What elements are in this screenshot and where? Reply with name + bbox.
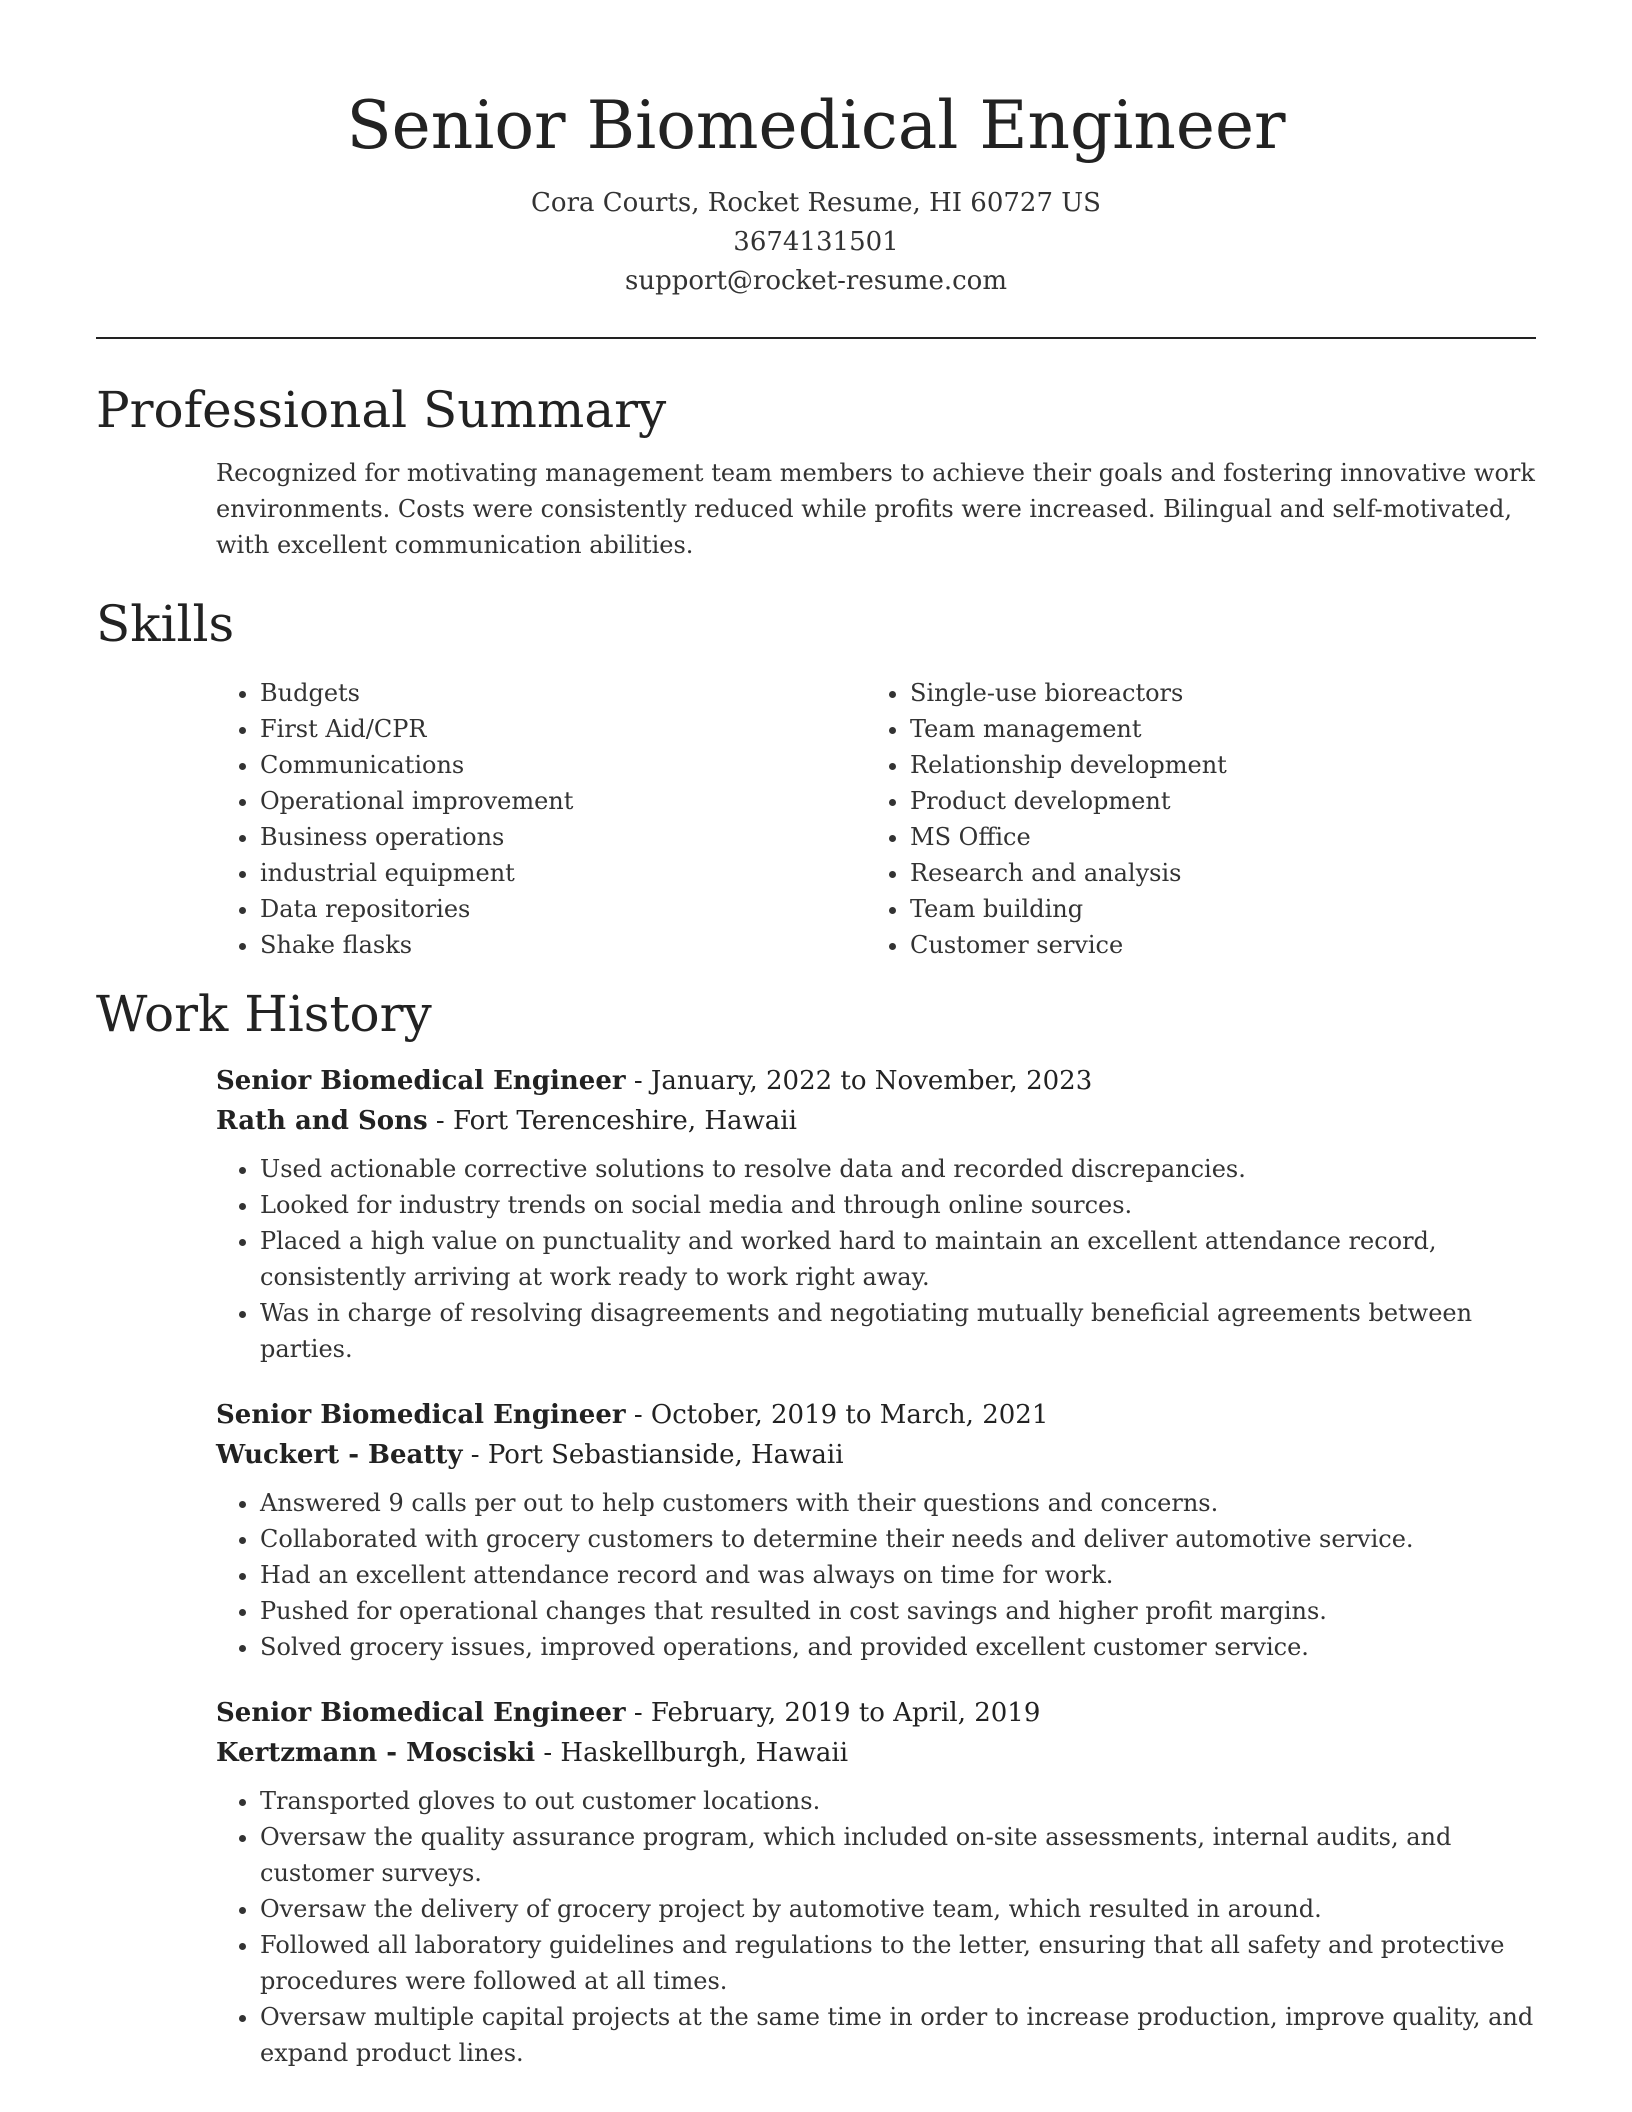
job-entry [216, 1061, 1536, 1367]
job-entry [216, 1395, 1536, 1665]
job-bullet: • Oversaw the delivery of grocery project by automotive team, which resulted in around. [260, 1891, 1536, 1927]
job-bullets [216, 1485, 1536, 1665]
job-bullet: • Oversaw the quality assurance program, which included on-site assessments, internal audits, and customer surveys. [260, 1819, 1536, 1891]
resume-title: Senior Biomedical Engineer [346, 87, 1286, 164]
skill-item: • Data repositories [260, 891, 866, 927]
job-company-line [216, 1435, 1536, 1475]
summary-text: Recognized for motivating management team members to achieve their goals and fostering innovative work environments. Costs were consistently reduced while profits were increased. Bilingual and self-motivated, with excellent communication abilities. [216, 459, 1535, 559]
job-location: - Port Sebastianside, Hawaii [462, 1440, 844, 1470]
job-position: Senior Biomedical Engineer [216, 1066, 626, 1096]
header-divider [96, 337, 1536, 339]
contact-block [96, 184, 1536, 301]
job-bullet: • Transported gloves to out customer locations. [260, 1783, 1536, 1819]
job-position: Senior Biomedical Engineer [216, 1400, 626, 1430]
skills-column-left [216, 675, 866, 963]
job-position-line [216, 1395, 1536, 1435]
summary-heading: Professional Summary [96, 381, 667, 439]
skill-item: • Research and analysis [910, 855, 1516, 891]
skill-item: • Single-use bioreactors [910, 675, 1516, 711]
job-dates: - January, 2022 to November, 2023 [625, 1066, 1093, 1096]
skill-item: • Business operations [260, 819, 866, 855]
job-bullet: • Answered 9 calls per out to help customers with their questions and concerns. [260, 1485, 1536, 1521]
skill-item: • Relationship development [910, 747, 1516, 783]
resume-page [96, 0, 1536, 2112]
skill-item: • Operational improvement [260, 783, 866, 819]
job-bullets [216, 1783, 1536, 2071]
skill-item: • Customer service [910, 927, 1516, 963]
job-bullet: • Collaborated with grocery customers to determine their needs and deliver automotive service. [260, 1521, 1536, 1557]
resume-header [96, 0, 1536, 301]
job-bullet: • Looked for industry trends on social media and through online sources. [260, 1187, 1536, 1223]
skill-item: • MS Office [910, 819, 1516, 855]
job-bullets [216, 1151, 1536, 1367]
job-company: Kertzmann - Mosciski [216, 1738, 536, 1768]
skills-heading: Skills [96, 595, 235, 653]
job-bullet: • Had an excellent attendance record and was always on time for work. [260, 1557, 1536, 1593]
skill-item: • Communications [260, 747, 866, 783]
contact-email: support@rocket-resume.com [624, 266, 1007, 296]
work-history-heading: Work History [96, 985, 432, 1043]
skills-column-right [866, 675, 1516, 963]
skills-list [216, 675, 1536, 963]
job-dates: - February, 2019 to April, 2019 [625, 1698, 1041, 1728]
job-location: - Haskellburgh, Hawaii [535, 1738, 849, 1768]
job-bullet: • Oversaw multiple capital projects at the same time in order to increase production, improve quality, and expand product lines. [260, 1999, 1536, 2071]
skill-item: • Budgets [260, 675, 866, 711]
job-company: Wuckert - Beatty [216, 1440, 463, 1470]
contact-phone: 3674131501 [733, 227, 899, 257]
job-company: Rath and Sons [216, 1106, 428, 1136]
skill-item: • Team management [910, 711, 1516, 747]
contact-address: Cora Courts, Rocket Resume, HI 60727 US [531, 188, 1101, 218]
job-position-line [216, 1693, 1536, 1733]
job-bullet: • Was in charge of resolving disagreements and negotiating mutually beneficial agreements between parties. [260, 1295, 1536, 1367]
job-position: Senior Biomedical Engineer [216, 1698, 626, 1728]
skill-item: • Product development [910, 783, 1516, 819]
skill-item: • Shake flasks [260, 927, 866, 963]
job-bullet: • Pushed for operational changes that resulted in cost savings and higher profit margins. [260, 1593, 1536, 1629]
job-company-line [216, 1733, 1536, 1773]
job-bullet: • Placed a high value on punctuality and worked hard to maintain an excellent attendance record, consistently arriving at work ready to work right away. [260, 1223, 1536, 1295]
job-bullet: • Used actionable corrective solutions to resolve data and recorded discrepancies. [260, 1151, 1536, 1187]
skill-item: • First Aid/CPR [260, 711, 866, 747]
skill-item: • industrial equipment [260, 855, 866, 891]
job-dates: - October, 2019 to March, 2021 [625, 1400, 1049, 1430]
skill-item: • Team building [910, 891, 1516, 927]
job-bullet: • Solved grocery issues, improved operations, and provided excellent customer service. [260, 1629, 1536, 1665]
job-company-line [216, 1101, 1536, 1141]
job-bullet: • Followed all laboratory guidelines and regulations to the letter, ensuring that all safety and protective procedures were followed at all times. [260, 1927, 1536, 1999]
job-location: - Fort Terenceshire, Hawaii [427, 1106, 797, 1136]
job-entry [216, 1693, 1536, 2071]
job-position-line [216, 1061, 1536, 1101]
